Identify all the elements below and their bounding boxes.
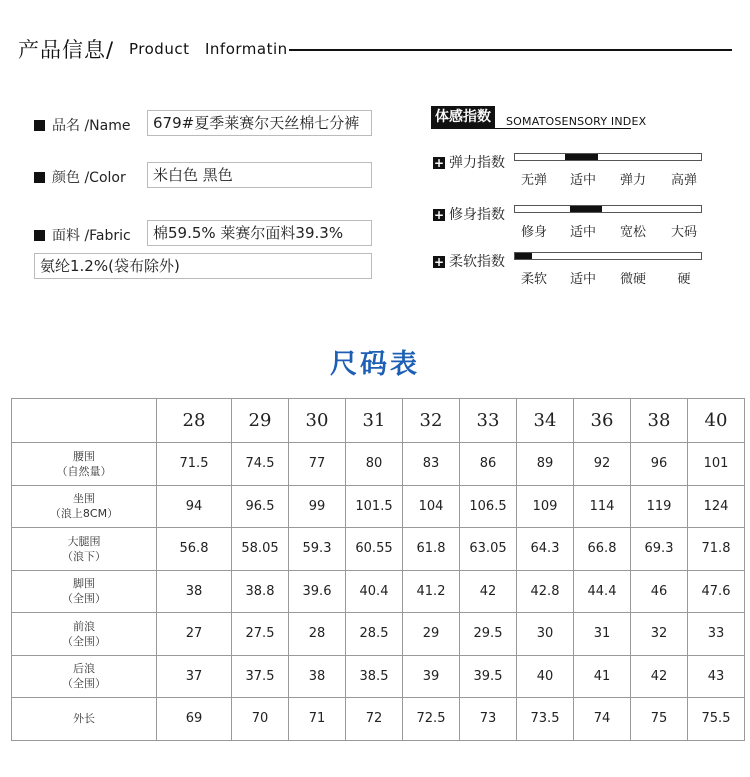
table-cell: 83 — [403, 443, 460, 486]
header-title-en: Product — [129, 40, 190, 58]
size-header-cell: 40 — [688, 399, 745, 443]
index-label-text: 柔软指数 — [449, 254, 505, 270]
index-option: 宽松 — [619, 225, 647, 240]
table-cell: 75.5 — [688, 698, 745, 741]
table-row — [12, 613, 745, 656]
index-option: 适中 — [569, 173, 597, 188]
index-label-2 — [433, 204, 505, 224]
row-label — [12, 485, 157, 528]
index-option: 微硬 — [619, 272, 647, 287]
row-label — [12, 613, 157, 656]
size-header-row — [12, 399, 745, 443]
table-cell: 40 — [517, 655, 574, 698]
section-header — [18, 34, 732, 64]
index-option: 修身 — [520, 225, 548, 240]
row-label-main: 大腿围 — [67, 534, 101, 548]
row-label — [12, 698, 157, 741]
square-bullet-icon — [34, 230, 45, 241]
table-cell: 92 — [574, 443, 631, 486]
row-label-main: 脚围 — [73, 577, 95, 591]
table-cell: 44.4 — [574, 570, 631, 613]
index-option: 柔软 — [520, 272, 548, 287]
table-cell: 42 — [631, 655, 688, 698]
table-cell: 58.05 — [232, 528, 289, 571]
index-option: 高弹 — [670, 173, 698, 188]
table-cell: 74 — [574, 698, 631, 741]
index-bar-marker — [515, 253, 532, 259]
table-cell: 31 — [574, 613, 631, 656]
table-cell: 56.8 — [157, 528, 232, 571]
table-cell: 32 — [631, 613, 688, 656]
index-title-en: SOMATOSENSORY INDEX — [506, 115, 647, 128]
size-header-cell: 36 — [574, 399, 631, 443]
table-cell: 73.5 — [517, 698, 574, 741]
row-label — [12, 443, 157, 486]
index-option: 适中 — [569, 272, 597, 287]
table-cell: 30 — [517, 613, 574, 656]
index-option: 无弹 — [520, 173, 548, 188]
table-cell: 33 — [688, 613, 745, 656]
table-cell: 119 — [631, 485, 688, 528]
plus-icon: + — [433, 208, 445, 222]
table-cell: 72.5 — [403, 698, 460, 741]
color-value: 米白色 黑色 — [147, 162, 372, 188]
plus-icon: + — [433, 156, 445, 170]
header-title-cn: 产品信息/ — [18, 38, 115, 62]
table-cell: 69 — [157, 698, 232, 741]
table-row — [12, 443, 745, 486]
table-cell: 40.4 — [346, 570, 403, 613]
table-cell: 39.5 — [460, 655, 517, 698]
table-cell: 61.8 — [403, 528, 460, 571]
index-bar — [514, 205, 702, 213]
row-label — [12, 528, 157, 571]
table-cell: 99 — [289, 485, 346, 528]
table-cell: 96 — [631, 443, 688, 486]
name-value: 679#夏季莱赛尔天丝棉七分裤 — [147, 110, 372, 136]
name-label: 品名 /Name — [34, 115, 130, 135]
table-cell: 74.5 — [232, 443, 289, 486]
fabric-value-line2: 氨纶1.2%(袋布除外) — [34, 253, 372, 279]
table-cell: 96.5 — [232, 485, 289, 528]
index-bar — [514, 153, 702, 161]
index-title: 体感指数 — [431, 106, 495, 128]
row-label-note: （自然量） — [56, 464, 112, 478]
table-cell: 37 — [157, 655, 232, 698]
table-cell: 101 — [688, 443, 745, 486]
row-label — [12, 655, 157, 698]
row-label-note: （全围） — [62, 634, 106, 648]
table-cell: 38 — [289, 655, 346, 698]
table-row — [12, 698, 745, 741]
table-cell: 70 — [232, 698, 289, 741]
table-cell: 106.5 — [460, 485, 517, 528]
row-label-main: 后浪 — [73, 662, 95, 676]
table-cell: 75 — [631, 698, 688, 741]
table-cell: 39 — [403, 655, 460, 698]
table-cell: 43 — [688, 655, 745, 698]
table-cell: 37.5 — [232, 655, 289, 698]
square-bullet-icon — [34, 120, 45, 131]
table-cell: 46 — [631, 570, 688, 613]
row-label-note: （浪下） — [62, 549, 106, 563]
table-cell: 71.5 — [157, 443, 232, 486]
table-cell: 29.5 — [460, 613, 517, 656]
table-cell: 41 — [574, 655, 631, 698]
table-cell: 104 — [403, 485, 460, 528]
header-divider — [289, 49, 732, 51]
size-header-cell: 34 — [517, 399, 574, 443]
table-cell: 39.6 — [289, 570, 346, 613]
table-cell: 28.5 — [346, 613, 403, 656]
size-table — [11, 398, 745, 741]
table-cell: 69.3 — [631, 528, 688, 571]
row-label-main: 坐围 — [73, 492, 95, 506]
table-cell: 66.8 — [574, 528, 631, 571]
index-option: 硬 — [677, 272, 691, 287]
table-cell: 42 — [460, 570, 517, 613]
table-cell: 109 — [517, 485, 574, 528]
index-bar-marker — [565, 154, 598, 160]
row-label-note: （全围） — [62, 592, 106, 606]
header-title-en2: Informatin — [205, 40, 288, 58]
plus-icon: + — [433, 255, 445, 269]
size-header-cell: 30 — [289, 399, 346, 443]
square-bullet-icon — [34, 172, 45, 183]
row-label-note: （全围） — [62, 677, 106, 691]
table-cell: 71.8 — [688, 528, 745, 571]
table-cell: 124 — [688, 485, 745, 528]
index-bar — [514, 252, 702, 260]
size-header-corner — [12, 399, 157, 443]
table-cell: 41.2 — [403, 570, 460, 613]
row-label — [12, 570, 157, 613]
table-cell: 42.8 — [517, 570, 574, 613]
table-cell: 28 — [289, 613, 346, 656]
table-cell: 77 — [289, 443, 346, 486]
index-option: 弹力 — [619, 173, 647, 188]
index-option: 大码 — [670, 225, 698, 240]
row-label-main: 外长 — [73, 712, 95, 726]
row-label-note: （浪上8CM） — [49, 507, 119, 521]
index-label-3 — [433, 251, 505, 271]
size-chart-title: 尺码表 — [330, 349, 420, 380]
table-cell: 72 — [346, 698, 403, 741]
fabric-value-line1: 棉59.5% 莱赛尔面料39.3% — [147, 220, 372, 246]
table-row — [12, 655, 745, 698]
index-underline — [431, 128, 631, 129]
size-header-cell: 38 — [631, 399, 688, 443]
table-cell: 27 — [157, 613, 232, 656]
size-header-cell: 31 — [346, 399, 403, 443]
index-label-text: 弹力指数 — [449, 155, 505, 171]
table-row — [12, 528, 745, 571]
table-cell: 38.8 — [232, 570, 289, 613]
table-cell: 73 — [460, 698, 517, 741]
table-cell: 114 — [574, 485, 631, 528]
size-header-cell: 28 — [157, 399, 232, 443]
index-label-text: 修身指数 — [449, 207, 505, 223]
table-cell: 89 — [517, 443, 574, 486]
table-row — [12, 570, 745, 613]
table-cell: 71 — [289, 698, 346, 741]
table-cell: 38.5 — [346, 655, 403, 698]
table-cell: 64.3 — [517, 528, 574, 571]
table-cell: 38 — [157, 570, 232, 613]
table-cell: 47.6 — [688, 570, 745, 613]
color-label: 颜色 /Color — [34, 167, 126, 187]
table-cell: 80 — [346, 443, 403, 486]
fabric-label: 面料 /Fabric — [34, 225, 131, 245]
index-label-1 — [433, 152, 505, 172]
row-label-main: 前浪 — [73, 619, 95, 633]
size-header-cell: 33 — [460, 399, 517, 443]
table-cell: 60.55 — [346, 528, 403, 571]
index-option: 适中 — [569, 225, 597, 240]
table-row — [12, 485, 745, 528]
index-bar-marker — [570, 206, 602, 212]
table-cell: 59.3 — [289, 528, 346, 571]
table-cell: 63.05 — [460, 528, 517, 571]
table-cell: 101.5 — [346, 485, 403, 528]
table-cell: 86 — [460, 443, 517, 486]
size-header-cell: 29 — [232, 399, 289, 443]
size-header-cell: 32 — [403, 399, 460, 443]
row-label-main: 腰围 — [73, 449, 95, 463]
table-cell: 94 — [157, 485, 232, 528]
table-cell: 27.5 — [232, 613, 289, 656]
table-cell: 29 — [403, 613, 460, 656]
